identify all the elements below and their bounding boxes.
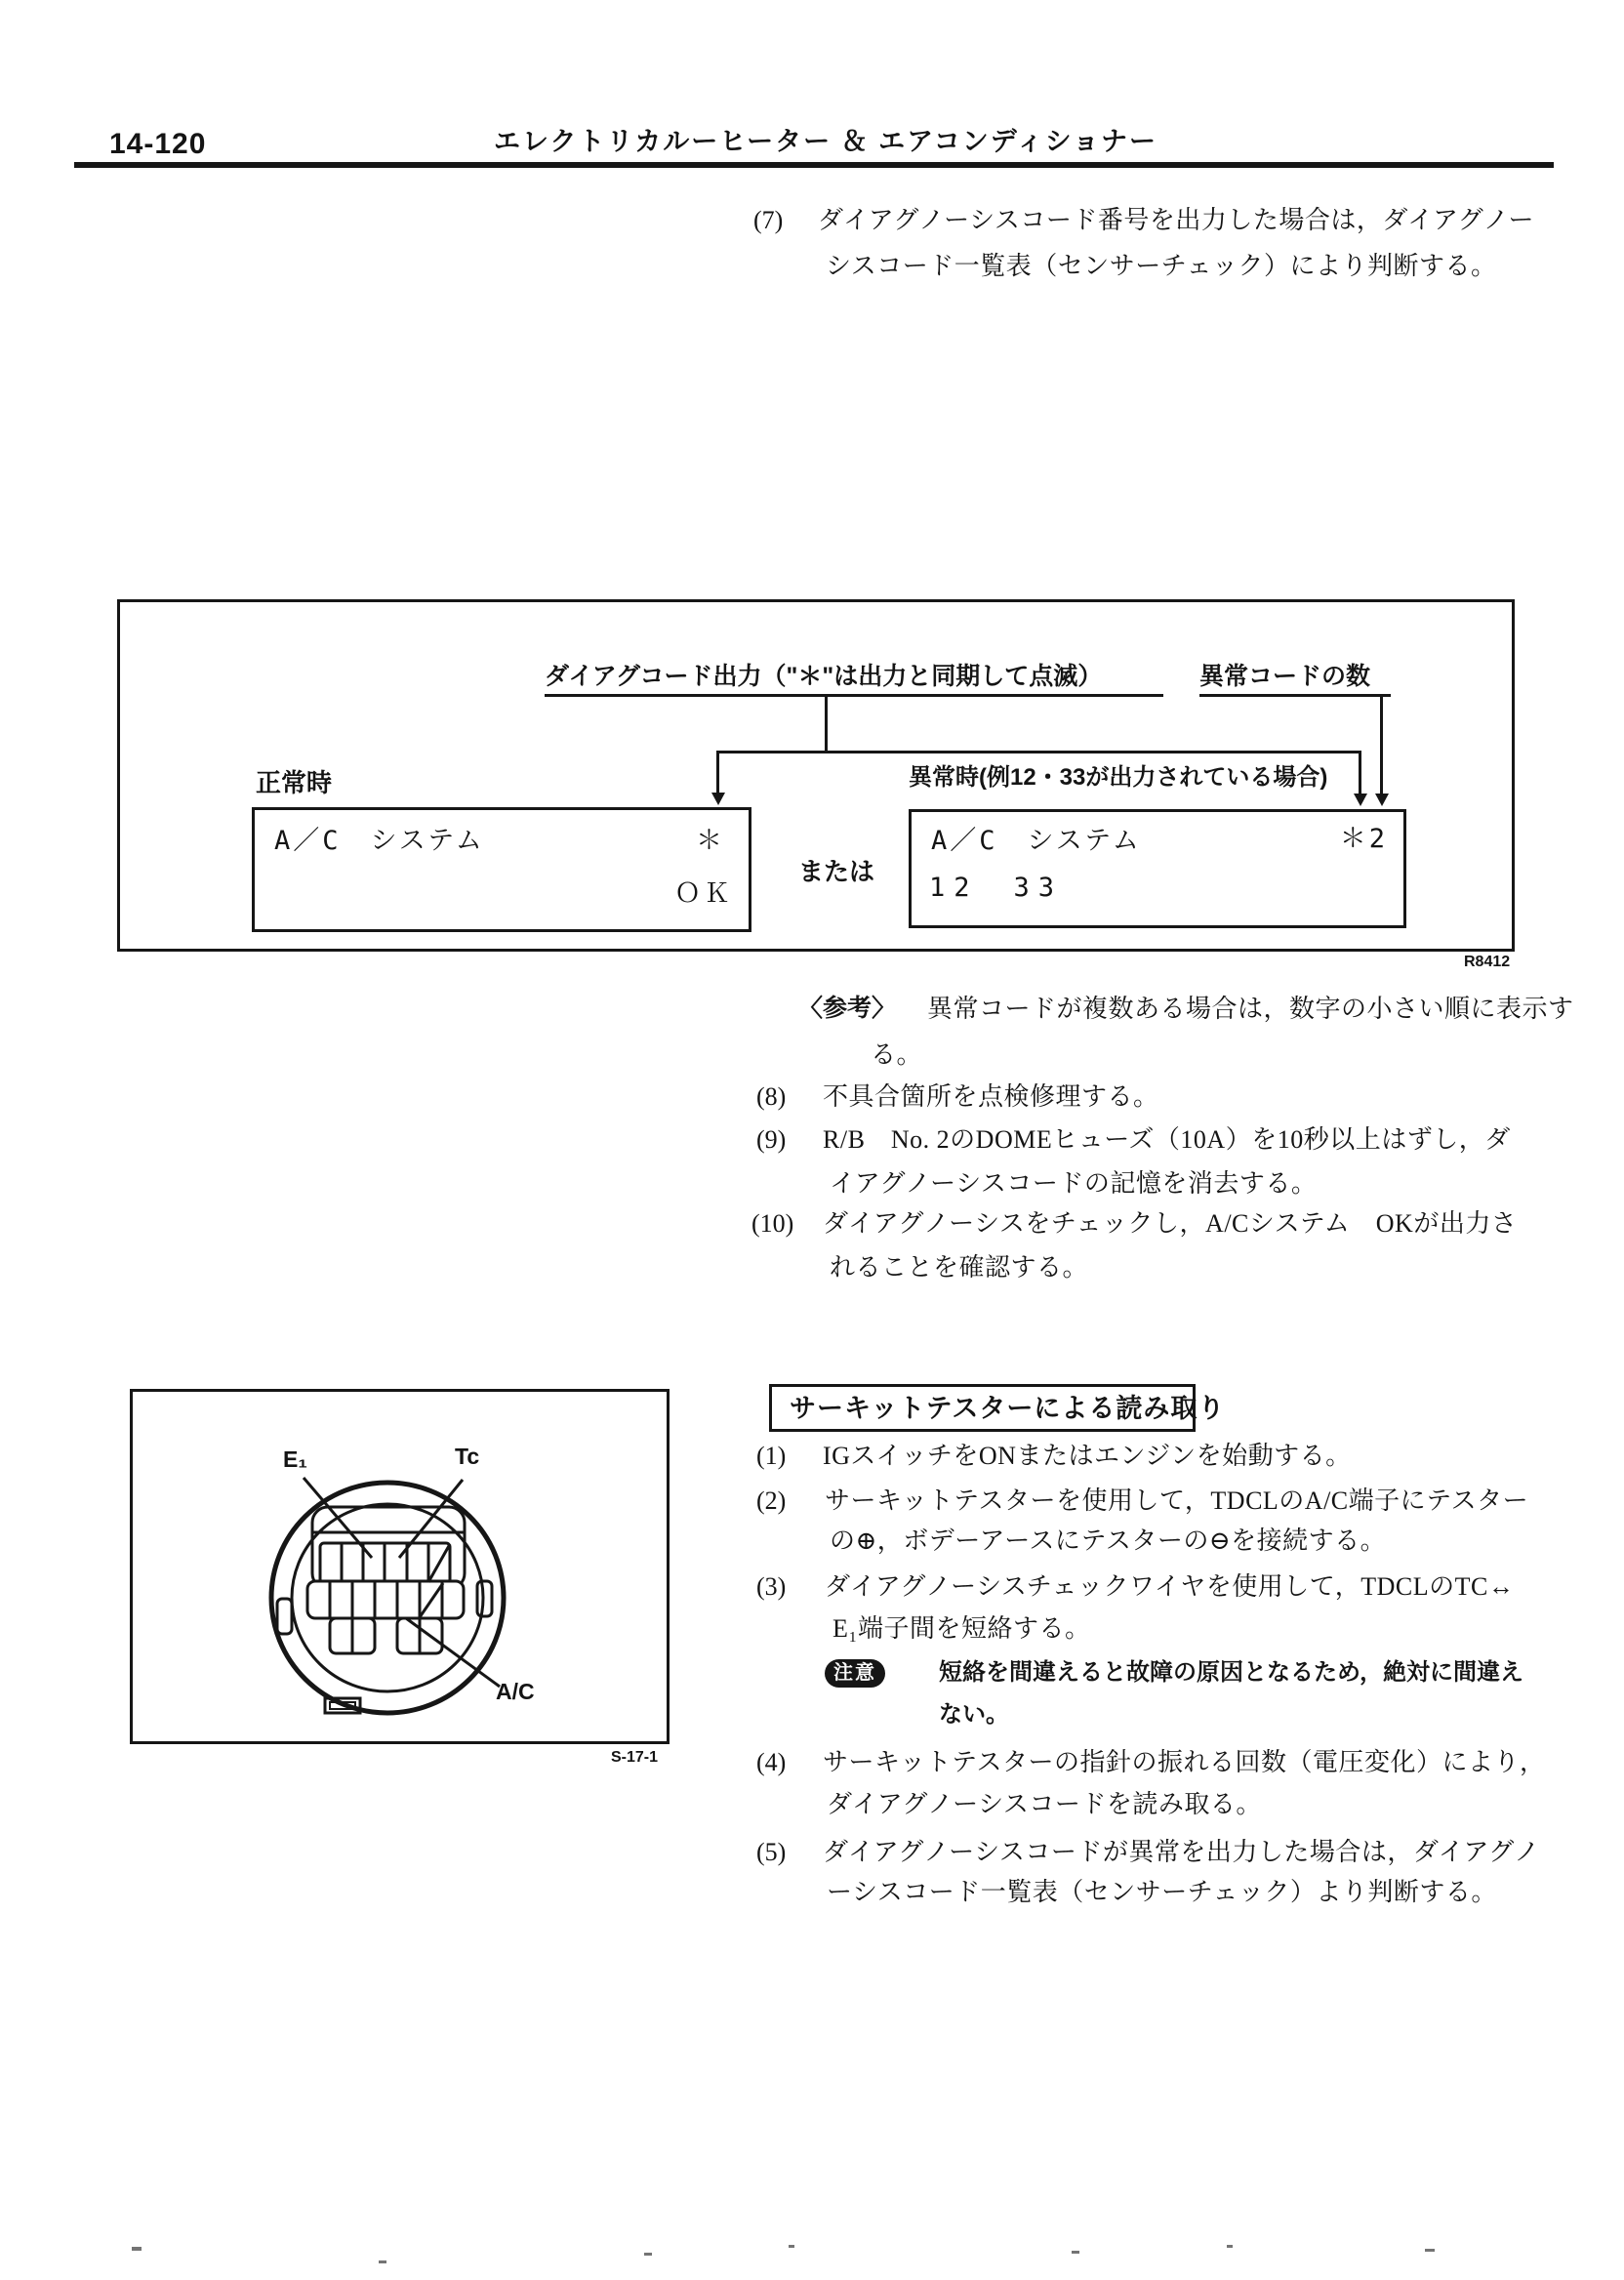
item-9-line2: イアグノーシスコードの記憶を消去する。 [830, 1169, 1318, 1198]
figure-id-r8412: R8412 [1464, 954, 1511, 970]
item-2-number: (2) [756, 1486, 787, 1515]
item-8-number: (8) [756, 1082, 787, 1111]
item-9-line1: R/B No. 2のDOMEヒューズ（10A）を10秒以上はずし，ダ [823, 1125, 1511, 1154]
count-underline [1199, 694, 1391, 697]
item-1-line1: IGスイッチをONまたはエンジンを始動する。 [823, 1442, 1352, 1470]
abnormal-label: 異常時(例12・33が出力されている場合) [909, 764, 1328, 791]
right-arm-2 [1380, 694, 1383, 795]
scan-artifact [789, 2245, 794, 2248]
caution-line1: 短絡を間違えると故障の原因となるため，絶対に間違え [939, 1659, 1524, 1686]
arrow-down-right1-icon [1354, 794, 1367, 806]
scan-artifact [1425, 2249, 1435, 2252]
page-number: 14-120 [109, 128, 207, 160]
item-8-line1: 不具合箇所を点検修理する。 [823, 1082, 1159, 1111]
branch-line [716, 751, 1361, 753]
arrow-down-left-icon [711, 793, 725, 805]
or-label: または [798, 857, 875, 886]
label-underline [545, 694, 1163, 697]
item-3-line1: ダイアグノーシスチェックワイヤを使用して，TDCLのTC↔ [825, 1572, 1515, 1601]
header-rule [74, 162, 1554, 168]
item-4-number: (4) [756, 1748, 787, 1776]
pin-label-e1: E₁ [283, 1446, 307, 1472]
normal-display-box [252, 807, 751, 932]
right-arm-1 [1359, 751, 1361, 795]
left-arm [716, 751, 719, 794]
normal-display-line1: A／C システム [274, 826, 485, 856]
normal-display-line2: ＯＫ [674, 878, 733, 909]
scan-artifact [1072, 2251, 1079, 2254]
item-10-line1: ダイアグノーシスをチェックし，A/Cシステム OKが出力さ [823, 1209, 1518, 1238]
reference-line1: 異常コードが複数ある場合は，数字の小さい順に表示す [927, 995, 1574, 1023]
pin-label-tc: Tc [455, 1444, 480, 1469]
abnormal-display-box [909, 809, 1406, 928]
item-7-line2: シスコード一覧表（センサーチェック）により判断する。 [826, 252, 1497, 280]
item-4-line1: サーキットテスターの指針の振れる回数（電圧変化）により， [823, 1748, 1546, 1776]
diagram-top-label: ダイアグコード出力（"＊"は出力と同期して点滅） [545, 663, 1103, 690]
item-7-number: (7) [753, 206, 784, 234]
item-5-line2: ーシスコード一覧表（センサーチェック）より判断する。 [827, 1878, 1497, 1906]
normal-label: 正常時 [256, 768, 333, 797]
stem-line [825, 694, 828, 753]
scan-artifact [132, 2247, 142, 2251]
abnormal-display-count: ＊2 [1339, 824, 1388, 854]
item-3-line2: E₁端子間を短絡する。 [832, 1614, 1091, 1643]
scan-artifact [379, 2260, 386, 2263]
item-10-number: (10) [751, 1209, 794, 1238]
caution-badge-label: 注意 [833, 1662, 876, 1684]
item-5-line1: ダイアグノーシスコードが異常を出力した場合は，ダイアグノ [823, 1838, 1540, 1866]
diagram-count-label: 異常コードの数 [1199, 663, 1371, 690]
abnormal-display-line1: A／C システム [931, 826, 1142, 856]
item-1-number: (1) [756, 1442, 787, 1470]
item-9-number: (9) [756, 1125, 787, 1154]
reference-line2: る。 [871, 1040, 923, 1069]
pin-label-ac: A/C [496, 1679, 535, 1704]
normal-display-asterisk: ＊ [696, 826, 725, 856]
connector-figure-frame [130, 1389, 670, 1744]
scan-artifact [644, 2253, 652, 2256]
item-10-line2: れることを確認する。 [830, 1253, 1089, 1282]
figure-id-s-17-1: S-17-1 [611, 1749, 659, 1766]
section-header-box [769, 1384, 1226, 1432]
item-4-line2: ダイアグノーシスコードを読み取る。 [827, 1790, 1262, 1818]
tdcl-connector-drawing [133, 1392, 667, 1741]
page-title: エレクトリカルーヒーター ＆ エアコンディショナー [494, 127, 1158, 156]
item-3-number: (3) [756, 1572, 787, 1601]
item-2-line1: サーキットテスターを使用して，TDCLのA/C端子にテスター [825, 1486, 1529, 1515]
arrow-down-right2-icon [1375, 794, 1389, 806]
abnormal-display-codes: 12 33 [929, 873, 1064, 903]
item-5-number: (5) [756, 1838, 787, 1866]
item-2-line2: の⊕，ボデーアースにテスターの⊖を接続する。 [830, 1527, 1387, 1555]
caution-line2: ない。 [939, 1701, 1009, 1728]
section-header-text: サーキットテスターによる読み取り [790, 1394, 1226, 1423]
reference-tag: 〈参考〉 [798, 995, 897, 1022]
scan-artifact [1227, 2245, 1233, 2248]
item-7-line1: ダイアグノーシスコード番号を出力した場合は，ダイアグノー [818, 206, 1534, 234]
caution-badge [825, 1659, 885, 1688]
